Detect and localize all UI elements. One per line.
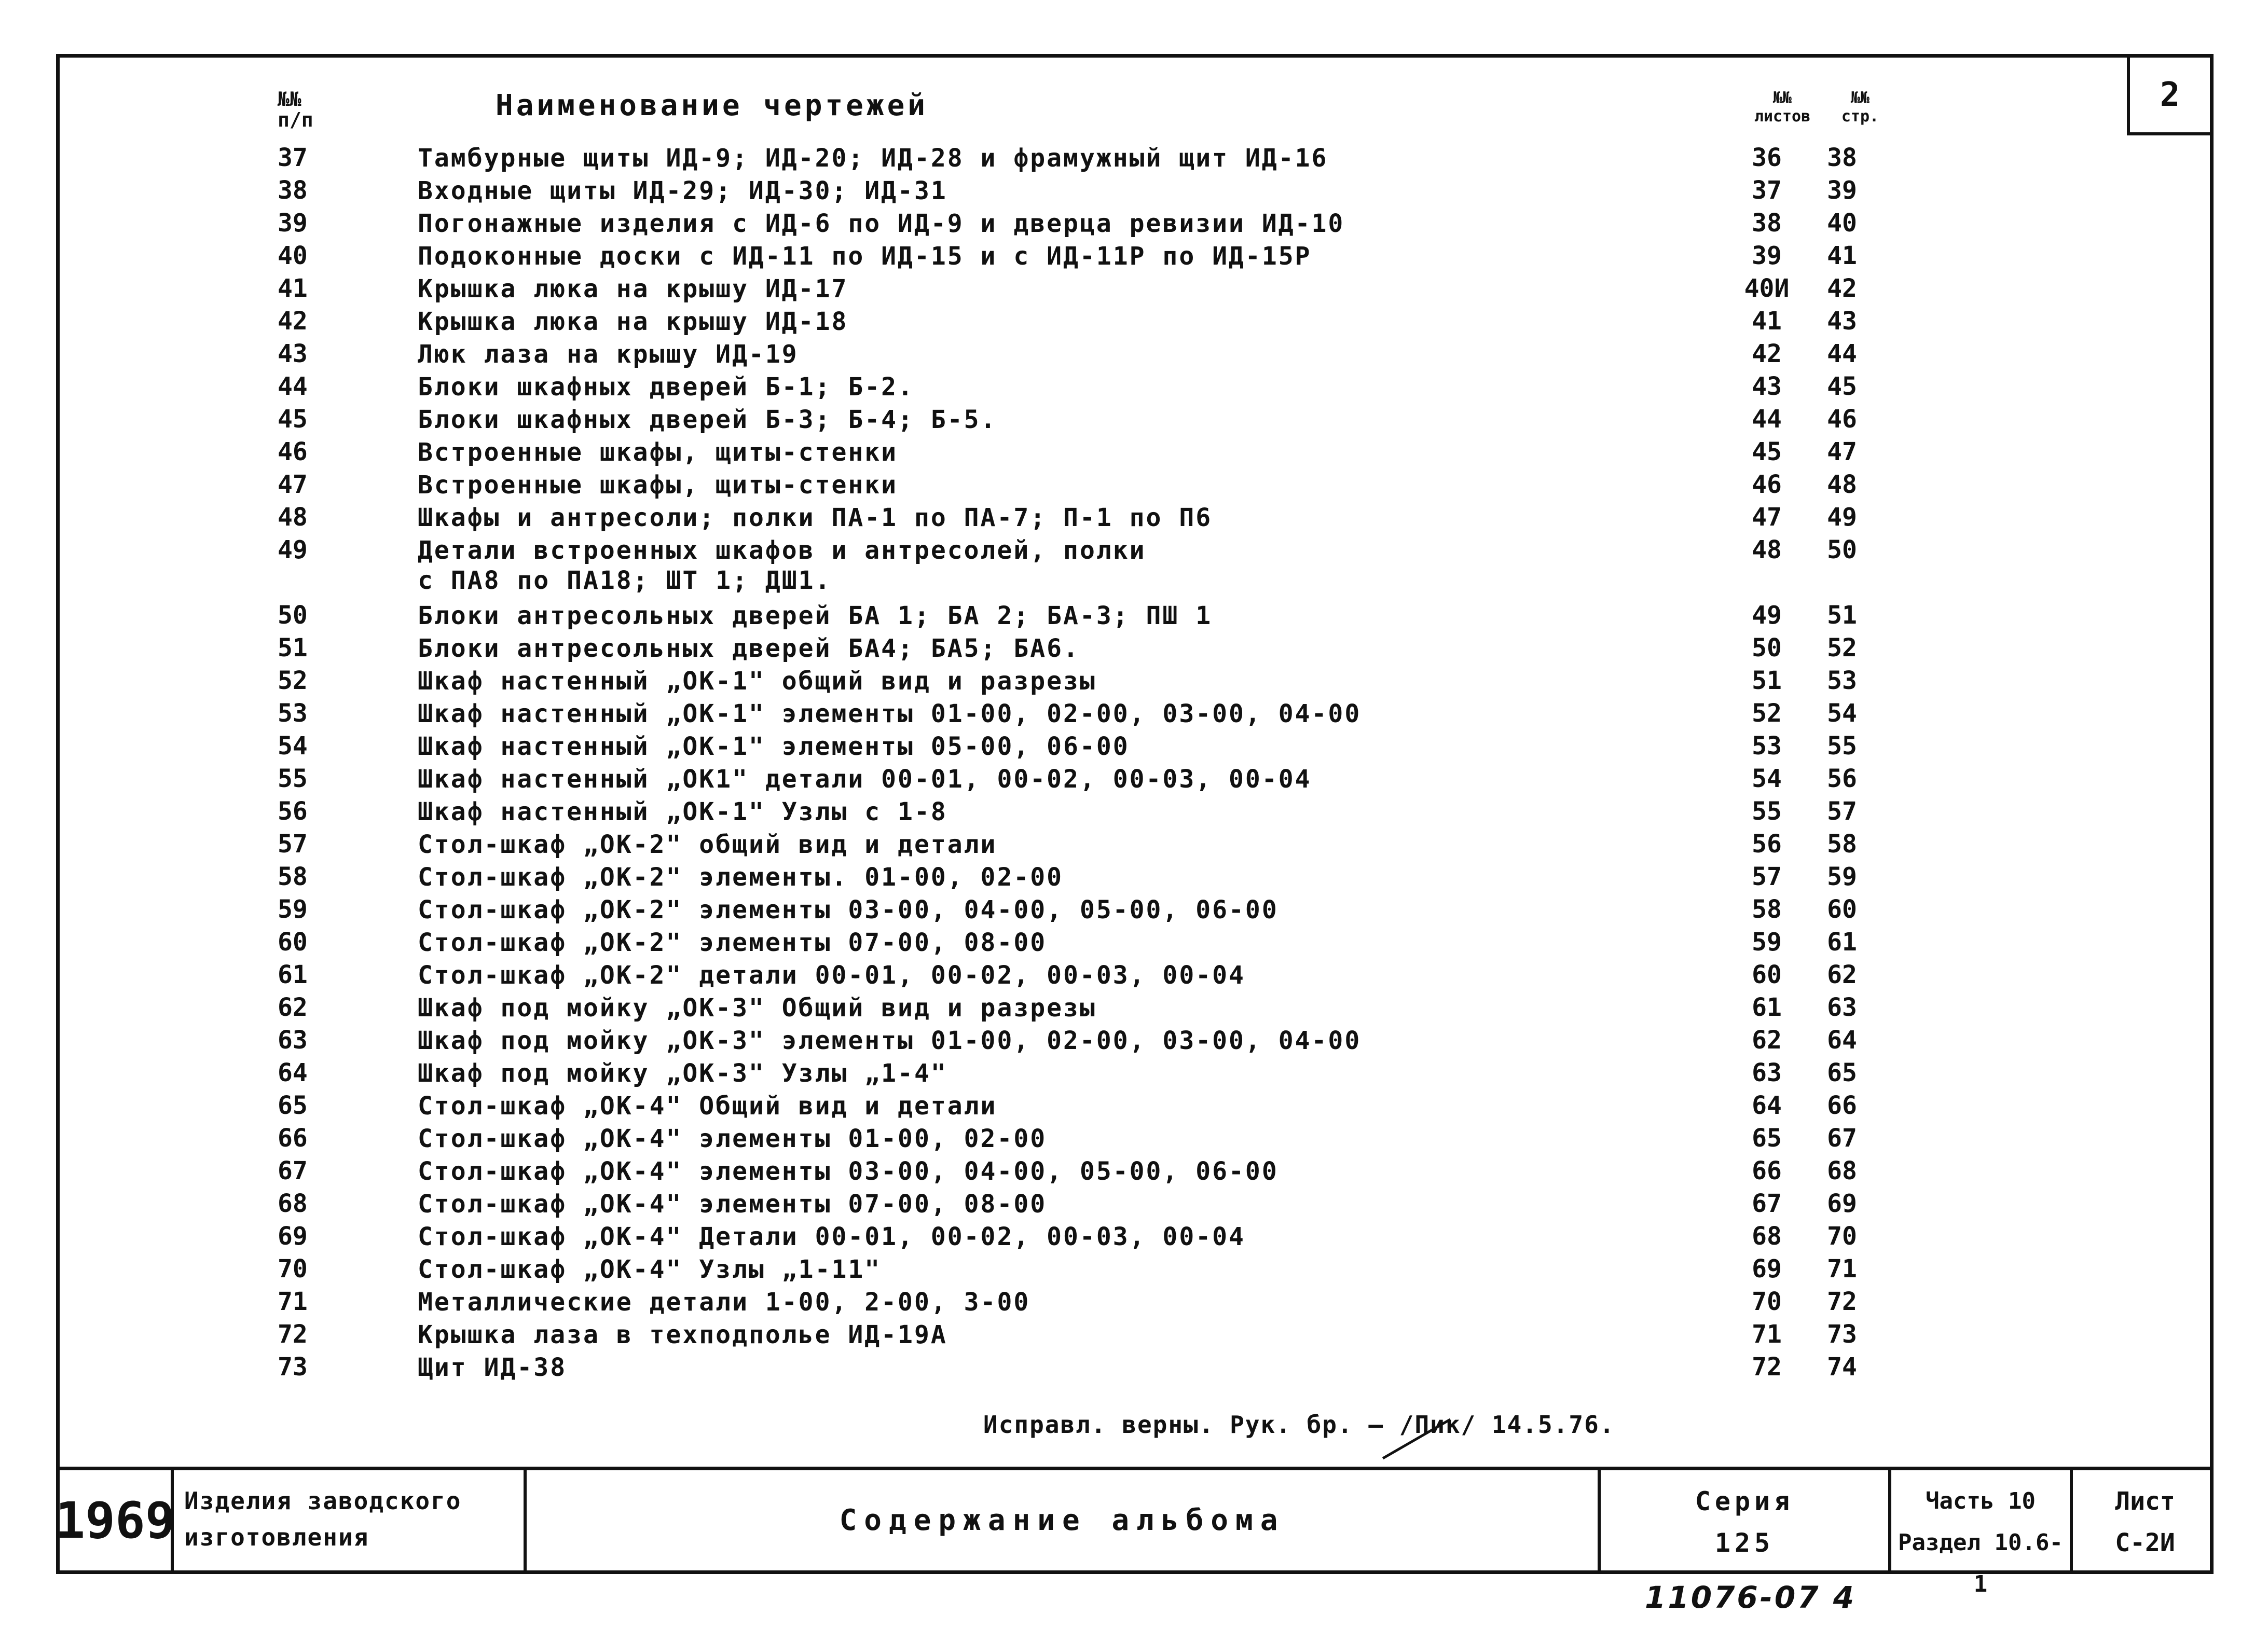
table-row <box>278 1254 1938 1287</box>
title-block <box>55 1467 2210 1597</box>
row-number: 73 <box>278 1353 308 1382</box>
row-number: 65 <box>278 1091 308 1120</box>
column-header-number: №№ п/п <box>278 88 313 131</box>
table-row <box>278 764 1938 797</box>
drawing-name: Блоки антресольных дверей БА4; БА5; БА6. <box>418 634 1080 663</box>
table-row <box>278 1320 1938 1353</box>
series-value: 125 <box>1714 1528 1775 1558</box>
page-number: 54 <box>1827 699 1857 728</box>
table-row <box>278 176 1938 209</box>
table-row <box>278 241 1938 274</box>
drawing-name: Подоконные доски с ИД-11 по ИД-15 и с ИД-11Р по ИД-15Р <box>418 242 1312 271</box>
table-row <box>278 928 1938 960</box>
sheet-number: 51 <box>1752 666 1782 695</box>
table-row <box>278 1287 1938 1320</box>
drawing-frame <box>55 54 2214 1597</box>
drawing-name: Погонажные изделия с ИД-6 по ИД-9 и дверца ревизии ИД-10 <box>418 209 1345 238</box>
drawing-name: Шкаф под мойку „ОК-3" Узлы „1-4" <box>418 1059 947 1088</box>
drawing-name: Детали встроенных шкафов и антресолей, полки с ПА8 по ПА18; ШТ 1; ДШ1. <box>418 536 1146 595</box>
table-row <box>278 862 1938 895</box>
page-number: 50 <box>1827 535 1857 564</box>
drawing-name: Тамбурные щиты ИД-9; ИД-20; ИД-28 и фрамужный щит ИД-16 <box>418 144 1328 173</box>
sheet-number: 48 <box>1752 535 1782 564</box>
drawing-name: Щит ИД-38 <box>418 1353 567 1382</box>
row-number: 40 <box>278 241 308 270</box>
table-row <box>278 405 1938 437</box>
table-row <box>278 830 1938 862</box>
row-number: 46 <box>278 437 308 466</box>
drawing-name: Стол-шкаф „ОК-4" элементы 01-00, 02-00 <box>418 1124 1047 1153</box>
page-number: 51 <box>1827 601 1857 630</box>
table-row <box>278 601 1938 633</box>
page-number: 49 <box>1827 503 1857 532</box>
sheet-number: 60 <box>1752 960 1782 989</box>
table-row <box>278 1026 1938 1058</box>
page-number: 69 <box>1827 1189 1857 1218</box>
drawing-name: Стол-шкаф „ОК-4" элементы 03-00, 04-00, 05-00, 06-00 <box>418 1157 1279 1186</box>
page-number: 68 <box>1827 1156 1857 1185</box>
column-header-title: Наименование чертежей <box>496 89 929 122</box>
sheet-number: 43 <box>1752 372 1782 401</box>
sheet-number: 39 <box>1752 241 1782 270</box>
sheet-number: 36 <box>1752 143 1782 172</box>
page-number: 40 <box>1827 209 1857 238</box>
sheet-number: 49 <box>1752 601 1782 630</box>
page-number: 46 <box>1827 405 1857 434</box>
drawing-name: Шкаф настенный „ОК1" детали 00-01, 00-02, 00-03, 00-04 <box>418 765 1312 794</box>
sheet-number: 54 <box>1752 764 1782 793</box>
table-row <box>278 1091 1938 1124</box>
drawing-name: Металлические детали 1-00, 2-00, 3-00 <box>418 1288 1030 1317</box>
series-label: Серия <box>1695 1486 1794 1516</box>
sheet-number: 37 <box>1752 176 1782 205</box>
row-number: 59 <box>278 895 308 924</box>
sheet-number: 42 <box>1752 339 1782 368</box>
row-number: 70 <box>278 1254 308 1284</box>
contents-table <box>278 143 1938 1385</box>
row-number: 72 <box>278 1320 308 1349</box>
table-row <box>278 535 1938 601</box>
drawing-name: Шкаф под мойку „ОК-3" элементы 01-00, 02-00, 03-00, 04-00 <box>418 1026 1362 1055</box>
drawing-name: Стол-шкаф „ОК-4" Детали 00-01, 00-02, 00-03, 00-04 <box>418 1222 1245 1251</box>
sheet-number: 56 <box>1752 830 1782 859</box>
row-number: 37 <box>278 143 308 172</box>
sheet-number: 65 <box>1752 1124 1782 1153</box>
table-row <box>278 1189 1938 1222</box>
sheet-number: 38 <box>1752 209 1782 238</box>
drawing-name: Стол-шкаф „ОК-4" элементы 07-00, 08-00 <box>418 1190 1047 1219</box>
row-number: 69 <box>278 1222 308 1251</box>
drawing-name: Крышка люка на крышу ИД-17 <box>418 274 848 303</box>
row-number: 60 <box>278 928 308 957</box>
page-number: 62 <box>1827 960 1857 989</box>
table-row <box>278 732 1938 764</box>
row-number: 67 <box>278 1156 308 1185</box>
page-number: 65 <box>1827 1058 1857 1087</box>
sheet-number: 66 <box>1752 1156 1782 1185</box>
table-row <box>278 960 1938 993</box>
row-number: 42 <box>278 307 308 336</box>
sheet-label: Лист <box>2115 1487 2175 1516</box>
correction-note: Исправл. верны. Рук. бр. — /Пик/ 14.5.76. <box>983 1411 1615 1439</box>
row-number: 41 <box>278 274 308 303</box>
row-number: 43 <box>278 339 308 368</box>
page-number: 59 <box>1827 862 1857 891</box>
sheet-number: 55 <box>1752 797 1782 826</box>
sheet-number: 52 <box>1752 699 1782 728</box>
drawing-name: Шкафы и антресоли; полки ПА-1 по ПА-7; П-1 по П6 <box>418 503 1213 532</box>
drawing-name: Шкаф настенный „ОК-1" Узлы с 1-8 <box>418 797 947 826</box>
row-number: 53 <box>278 699 308 728</box>
row-number: 48 <box>278 503 308 532</box>
table-row <box>278 1156 1938 1189</box>
part-cell <box>1891 1470 2073 1597</box>
row-number: 47 <box>278 470 308 499</box>
drawing-name: Стол-шкаф „ОК-4" Узлы „1-11" <box>418 1255 882 1284</box>
page-number: 38 <box>1827 143 1857 172</box>
sheet-number: 62 <box>1752 1026 1782 1055</box>
drawing-name: Люк лаза на крышу ИД-19 <box>418 340 799 369</box>
drawing-name: Крышка люка на крышу ИД-18 <box>418 307 848 336</box>
drawing-name: Стол-шкаф „ОК-2" элементы 03-00, 04-00, 05-00, 06-00 <box>418 895 1279 925</box>
page-number: 42 <box>1827 274 1857 303</box>
drawing-name: Крышка лаза в техподполье ИД-19А <box>418 1320 947 1349</box>
page-number: 72 <box>1827 1287 1857 1316</box>
page-number: 55 <box>1827 732 1857 761</box>
row-number: 51 <box>278 633 308 663</box>
section-label: Раздел 10.6-1 <box>1898 1529 2063 1597</box>
drawing-name: Стол-шкаф „ОК-2" элементы 07-00, 08-00 <box>418 928 1047 957</box>
table-row <box>278 895 1938 928</box>
sheet-number: 59 <box>1752 928 1782 957</box>
page-number: 58 <box>1827 830 1857 859</box>
sheet-number: 40И <box>1744 274 1790 303</box>
page-number: 71 <box>1827 1254 1857 1284</box>
drawing-name: Шкаф под мойку „ОК-3" Общий вид и разрезы <box>418 994 1096 1023</box>
sheet-number: 53 <box>1752 732 1782 761</box>
page-number: 70 <box>1827 1222 1857 1251</box>
table-row <box>278 209 1938 241</box>
page-number: 44 <box>1827 339 1857 368</box>
drawing-name: Встроенные шкафы, щиты-стенки <box>418 438 898 467</box>
page-number: 73 <box>1827 1320 1857 1349</box>
sheet-number: 61 <box>1752 993 1782 1022</box>
row-number: 71 <box>278 1287 308 1316</box>
drawing-name: Шкаф настенный „ОК-1" общий вид и разрезы <box>418 667 1096 696</box>
sheet-number: 46 <box>1752 470 1782 499</box>
row-number: 54 <box>278 732 308 761</box>
column-header-pages: №№ стр. <box>1841 89 1879 126</box>
row-number: 39 <box>278 209 308 238</box>
sheet-number: 47 <box>1752 503 1782 532</box>
drawing-name: Блоки антресольных дверей БА 1; БА 2; БА-3; ПШ 1 <box>418 601 1213 630</box>
drawing-name: Блоки шкафных дверей Б-3; Б-4; Б-5. <box>418 405 997 434</box>
sheet-cell <box>2073 1470 2217 1570</box>
page-number: 56 <box>1827 764 1857 793</box>
row-number: 50 <box>278 601 308 630</box>
page-number: 61 <box>1827 928 1857 957</box>
table-row <box>278 437 1938 470</box>
table-row <box>278 993 1938 1026</box>
table-row <box>278 1353 1938 1385</box>
row-number: 44 <box>278 372 308 401</box>
table-row <box>278 307 1938 339</box>
column-header-sheets: №№ листов <box>1754 89 1811 126</box>
series-cell <box>1601 1470 1891 1570</box>
row-number: 63 <box>278 1026 308 1055</box>
table-row <box>278 666 1938 699</box>
table-row <box>278 1124 1938 1156</box>
table-row <box>278 470 1938 503</box>
sheet-number: 67 <box>1752 1189 1782 1218</box>
row-number: 38 <box>278 176 308 205</box>
row-number: 61 <box>278 960 308 989</box>
row-number: 49 <box>278 535 308 564</box>
sheet-number: 69 <box>1752 1254 1782 1284</box>
row-number: 62 <box>278 993 308 1022</box>
row-number: 52 <box>278 666 308 695</box>
sheet-number: 68 <box>1752 1222 1782 1251</box>
table-row <box>278 1058 1938 1091</box>
part-label: Часть 10 <box>1926 1488 2036 1514</box>
row-number: 45 <box>278 405 308 434</box>
page-number: 47 <box>1827 437 1857 466</box>
table-row <box>278 1222 1938 1254</box>
sheet-number: 70 <box>1752 1287 1782 1316</box>
row-number: 56 <box>278 797 308 826</box>
table-row <box>278 699 1938 732</box>
page-number: 39 <box>1827 176 1857 205</box>
table-row <box>278 143 1938 176</box>
page-number: 43 <box>1827 307 1857 336</box>
page-number: 52 <box>1827 633 1857 663</box>
sheet-number-box: 2 <box>2127 58 2210 135</box>
page-number: 60 <box>1827 895 1857 924</box>
sheet-number: 58 <box>1752 895 1782 924</box>
page-number: 66 <box>1827 1091 1857 1120</box>
page-number: 74 <box>1827 1353 1857 1382</box>
drawing-name: Стол-шкаф „ОК-2" детали 00-01, 00-02, 00-03, 00-04 <box>418 961 1245 990</box>
drawing-name: Стол-шкаф „ОК-2" элементы. 01-00, 02-00 <box>418 863 1064 892</box>
drawing-name: Входные щиты ИД-29; ИД-30; ИД-31 <box>418 176 947 205</box>
drawing-name: Стол-шкаф „ОК-4" Общий вид и детали <box>418 1092 997 1121</box>
sheet-number: 41 <box>1752 307 1782 336</box>
row-number: 68 <box>278 1189 308 1218</box>
sheet-number: 45 <box>1752 437 1782 466</box>
drawing-name: Блоки шкафных дверей Б-1; Б-2. <box>418 372 914 402</box>
drawing-name: Шкаф настенный „ОК-1" элементы 05-00, 06-00 <box>418 732 1130 761</box>
sheet-number: 71 <box>1752 1320 1782 1349</box>
drawing-name: Стол-шкаф „ОК-2" общий вид и детали <box>418 830 997 859</box>
album-content-title: Содержание альбома <box>527 1470 1601 1570</box>
table-row <box>278 797 1938 830</box>
sheet-number: 72 <box>1752 1353 1782 1382</box>
row-number: 64 <box>278 1058 308 1087</box>
page-number: 48 <box>1827 470 1857 499</box>
page-number: 57 <box>1827 797 1857 826</box>
sheet-number: 57 <box>1752 862 1782 891</box>
page-number: 45 <box>1827 372 1857 401</box>
row-number: 66 <box>278 1124 308 1153</box>
table-row <box>278 503 1938 535</box>
sheet-number: 64 <box>1752 1091 1782 1120</box>
sheet-value: С-2И <box>2115 1528 2175 1557</box>
page-number: 64 <box>1827 1026 1857 1055</box>
row-number: 55 <box>278 764 308 793</box>
table-row <box>278 633 1938 666</box>
drawing-name: Шкаф настенный „ОК-1" элементы 01-00, 02-00, 03-00, 04-00 <box>418 699 1362 728</box>
sheet-number: 44 <box>1752 405 1782 434</box>
page-number: 63 <box>1827 993 1857 1022</box>
sheet-number: 50 <box>1752 633 1782 663</box>
table-row <box>278 372 1938 405</box>
row-number: 57 <box>278 830 308 859</box>
table-row <box>278 339 1938 372</box>
page-number: 41 <box>1827 241 1857 270</box>
table-row <box>278 274 1938 307</box>
year-cell: 1969 <box>60 1470 174 1570</box>
product-cell: Изделия заводского изготовления <box>174 1470 527 1570</box>
page-number: 67 <box>1827 1124 1857 1153</box>
archive-stamp: 11076-07 4 <box>1645 1580 1857 1615</box>
page-number: 53 <box>1827 666 1857 695</box>
drawing-name: Встроенные шкафы, щиты-стенки <box>418 471 898 500</box>
sheet-number: 63 <box>1752 1058 1782 1087</box>
row-number: 58 <box>278 862 308 891</box>
